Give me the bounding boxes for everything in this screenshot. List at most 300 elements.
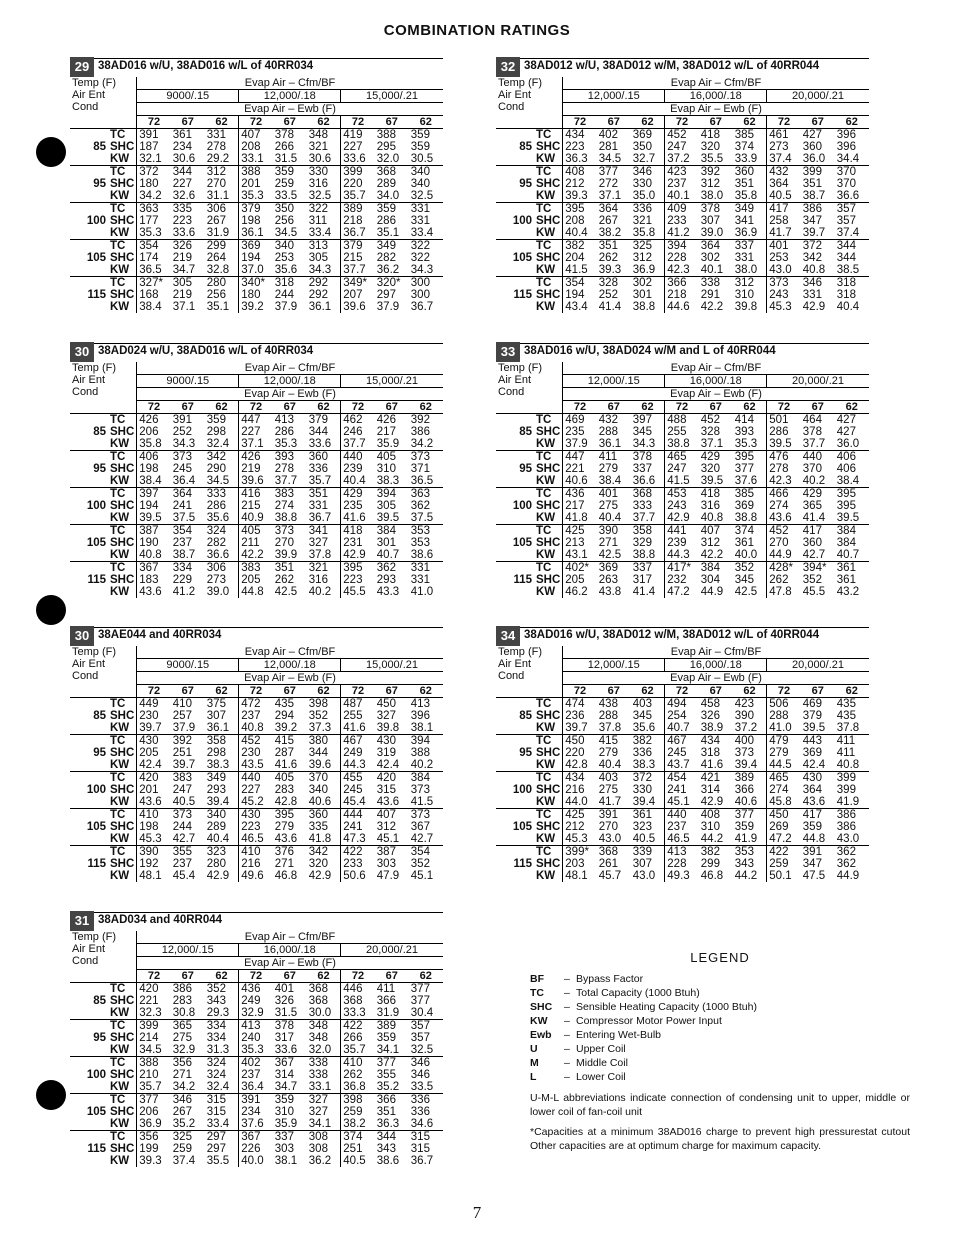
cond-header-line: Temp (F) [72, 646, 116, 658]
cell-value: 40.8 [802, 264, 826, 276]
cell-value: 367 [137, 562, 171, 575]
cell-value: 345 [734, 574, 754, 586]
table-number-badge: 34 [496, 626, 520, 646]
cell-value: 41.7 [598, 796, 622, 808]
row-label: TC [534, 772, 563, 785]
cell-value: 267 [206, 215, 226, 227]
cell-value: 40.9 [239, 512, 273, 525]
cell-value: 413 [239, 1020, 273, 1033]
cell-value: 465 [767, 772, 801, 785]
row-label: SHC [110, 858, 135, 870]
cond-temp-value: 115 [496, 277, 534, 314]
row-label: TC [108, 277, 137, 290]
cell-value: 37.1 [239, 438, 273, 451]
cell-value: 385 [733, 488, 767, 501]
row-label: KW [110, 190, 130, 202]
evap-ewb-header: Evap Air – Ewb (F) [137, 672, 443, 685]
cell-value: 212 [563, 178, 597, 190]
row-label: TC [534, 166, 563, 179]
cell-value: 396 [835, 129, 869, 142]
cfm-bf-value: 12,000/.15 [563, 659, 665, 672]
cell-value: 40.2 [308, 586, 332, 598]
cell-value: 347 [802, 215, 822, 227]
cell-value: 392 [409, 414, 443, 427]
ewb-value: 62 [835, 685, 869, 698]
cell-value: 33.1 [239, 153, 273, 166]
cell-value: 45.1 [665, 796, 699, 809]
cell-value: 45.4 [172, 870, 196, 882]
cell-value: 220 [341, 178, 375, 190]
cond-temp-value: 85 [70, 414, 108, 451]
cell-value: 36.3 [376, 1118, 400, 1130]
cell-value: 321 [632, 215, 652, 227]
table-row [70, 735, 443, 748]
cell-value: 303 [376, 858, 396, 870]
cell-value: 36.7 [410, 1155, 434, 1167]
cell-value: 262 [341, 1069, 375, 1081]
cond-header-line: Cond [72, 955, 99, 967]
table-number-badge: 30 [70, 626, 94, 646]
cell-value: 206 [137, 1106, 171, 1118]
cell-value: 399 [836, 784, 856, 796]
cell-value: 35.9 [376, 438, 400, 450]
cell-value: 331 [308, 500, 328, 512]
cell-value: 452 [239, 735, 273, 748]
cell-value: 455 [341, 772, 375, 785]
cell-value: 240 [239, 1032, 273, 1044]
cell-value: 44.9 [836, 870, 860, 882]
cell-value: 227 [172, 178, 192, 190]
cfm-bf-value: 12,000/.18 [239, 375, 341, 388]
cond-temp-value: 115 [496, 846, 534, 883]
cell-value: 241 [172, 500, 192, 512]
cell-value: 38.5 [836, 264, 860, 276]
cell-value: 288 [598, 426, 618, 438]
cell-value: 39.0 [206, 586, 230, 598]
cell-value: 40.6 [563, 475, 597, 488]
cell-value: 326 [274, 995, 294, 1007]
cell-value: 370 [307, 772, 341, 785]
cell-value: 354 [137, 240, 171, 253]
ewb-value: 72 [665, 116, 699, 129]
cell-value: 410 [137, 809, 171, 822]
table-row [70, 1081, 443, 1094]
cell-value: 344 [836, 252, 856, 264]
cell-value: 458 [699, 698, 733, 711]
ewb-value: 72 [239, 401, 273, 414]
cell-value: 501 [767, 414, 801, 427]
cell-value: 271 [598, 537, 618, 549]
cell-value: 327 [308, 1106, 328, 1118]
cell-value: 41.5 [563, 264, 597, 277]
cell-value: 41.7 [767, 227, 801, 240]
legend-title: LEGEND [690, 950, 750, 965]
cell-value: 39.5 [137, 512, 171, 525]
cell-value: 426 [239, 451, 273, 464]
cell-value: 39.2 [274, 722, 298, 734]
table-number-badge: 29 [70, 57, 94, 77]
cell-value: 434 [699, 735, 733, 748]
cell-value: 342 [205, 451, 239, 464]
cell-value: 382 [699, 846, 733, 859]
cell-value: 350 [273, 203, 307, 216]
cfm-bf-value: 15,000/.21 [341, 90, 443, 103]
cell-value: 34.1 [308, 1118, 332, 1130]
cond-temp-value: 95 [496, 735, 534, 772]
table-row [496, 500, 869, 512]
cell-value: 391 [239, 1094, 273, 1107]
cell-value: 270 [598, 821, 618, 833]
cell-value: 399 [835, 772, 869, 785]
ratings-table [496, 362, 869, 598]
cell-value: 307 [206, 710, 226, 722]
legend-abbr: M [530, 1057, 539, 1069]
legend-desc: Bypass Factor [576, 973, 644, 985]
ewb-value: 62 [205, 401, 239, 414]
cell-value: 47.2 [767, 833, 801, 846]
cell-value: 386 [410, 426, 430, 438]
cell-value: 35.7 [341, 1044, 375, 1057]
cell-value: 279 [598, 463, 618, 475]
cond-temp-value: 85 [496, 414, 534, 451]
cell-value: 32.9 [239, 1007, 273, 1020]
cfm-bf-value: 20,000/.21 [767, 90, 869, 103]
ewb-value: 62 [409, 685, 443, 698]
cell-value: 367 [239, 1131, 273, 1144]
cell-value: 422 [341, 846, 375, 859]
cell-value: 270 [767, 537, 801, 549]
cell-value: 444 [341, 809, 375, 822]
cond-temp-value: 115 [496, 562, 534, 599]
cell-value: 36.5 [137, 264, 171, 277]
cell-value: 411 [375, 983, 409, 996]
cell-value: 263 [598, 574, 618, 586]
cond-header-line: Cond [72, 670, 99, 682]
cell-value: 221 [563, 463, 597, 475]
cell-value: 41.5 [665, 475, 699, 488]
cell-value: 348 [307, 1020, 341, 1033]
cell-value: 307 [700, 215, 720, 227]
cell-value: 239 [665, 537, 699, 549]
cell-value: 390 [734, 710, 754, 722]
cell-value: 34.2 [137, 190, 171, 203]
cond-header-line: Air Ent [72, 943, 106, 955]
cell-value: 361 [835, 562, 869, 575]
cell-value: 382 [563, 240, 597, 253]
ratings-table-block [496, 343, 869, 598]
cell-value: 48.1 [137, 870, 171, 882]
cell-value: 344 [835, 240, 869, 253]
cell-value: 398 [341, 1094, 375, 1107]
cell-value: 469 [801, 698, 835, 711]
table-row [70, 301, 443, 313]
cell-value: 42.2 [700, 549, 724, 561]
row-label: TC [108, 525, 137, 538]
cell-value: 359 [409, 129, 443, 142]
table-row [70, 1143, 443, 1155]
row-label: KW [110, 1155, 130, 1167]
row-label: SHC [110, 1143, 135, 1155]
cell-value: 37.9 [376, 301, 400, 313]
cell-value: 42.2 [700, 301, 724, 313]
ratings-table [496, 646, 869, 882]
cell-value: 341 [734, 215, 754, 227]
cell-value: 231 [341, 537, 375, 549]
cell-value: 259 [274, 178, 294, 190]
cell-value: 42.3 [767, 475, 801, 488]
row-label: SHC [536, 289, 561, 301]
ratings-table [70, 931, 443, 1167]
cell-value: 41.5 [410, 796, 434, 808]
legend-desc: Lower Coil [576, 1071, 626, 1083]
cell-value: 252 [172, 426, 192, 438]
cell-value: 37.7 [632, 512, 656, 524]
cell-value: 357 [836, 215, 856, 227]
cell-value: 40.4 [598, 759, 622, 771]
ewb-value: 72 [767, 116, 801, 129]
row-label: KW [110, 1118, 130, 1130]
table-row [496, 574, 869, 586]
cell-value: 39.9 [274, 549, 298, 561]
cell-value: 401 [597, 488, 631, 501]
cell-value: 368 [375, 166, 409, 179]
table-row [70, 1044, 443, 1057]
cell-value: 274 [274, 500, 294, 512]
table-title-text: 38AD024 w/U, 38AD016 w/L of 40RR034 [98, 345, 314, 357]
cond-header-line: Temp (F) [498, 77, 542, 89]
cell-value: 301 [376, 537, 396, 549]
row-label: TC [108, 1020, 137, 1033]
cell-value: 42.4 [137, 759, 171, 772]
cond-temp-value: 95 [70, 166, 108, 203]
cell-value: 324 [205, 525, 239, 538]
table-title [496, 343, 869, 362]
cell-value: 488 [665, 414, 699, 427]
ewb-value: 72 [563, 685, 597, 698]
cell-value: 36.0 [802, 153, 826, 165]
table-row [70, 995, 443, 1007]
cell-value: 384 [836, 537, 856, 549]
ewb-value: 62 [205, 116, 239, 129]
cell-value: 334 [171, 562, 205, 575]
ewb-value: 72 [341, 970, 375, 983]
ratings-table-block [70, 912, 443, 1167]
cell-value: 474 [563, 698, 597, 711]
cell-value: 386 [801, 203, 835, 216]
cell-value: 359 [273, 1094, 307, 1107]
cond-temp-header [70, 362, 137, 414]
row-label: KW [536, 153, 556, 165]
table-row [496, 562, 869, 575]
cell-value: 393 [273, 451, 307, 464]
cell-value: 369 [802, 747, 822, 759]
cfm-bf-value: 9000/.15 [137, 375, 239, 388]
cell-value: 36.5 [410, 475, 434, 487]
cell-value: 36.6 [206, 549, 230, 561]
row-label: TC [108, 809, 137, 822]
cell-value: 180 [137, 178, 171, 190]
cell-value: 461 [767, 129, 801, 142]
cell-value: 334 [206, 1032, 226, 1044]
cell-value: 45.7 [598, 870, 622, 882]
row-label: KW [110, 796, 130, 808]
table-row [70, 488, 443, 501]
cell-value: 373 [171, 809, 205, 822]
cell-value: 42.9 [665, 512, 699, 525]
cell-value: 37.4 [767, 153, 801, 166]
cell-value: 359 [375, 203, 409, 216]
cell-value: 373 [273, 525, 307, 538]
cell-value: 450 [767, 809, 801, 822]
row-label: KW [536, 475, 556, 487]
ewb-value: 67 [375, 401, 409, 414]
cell-value: 337 [631, 562, 665, 575]
cell-value: 220 [563, 747, 597, 759]
table-row [496, 710, 869, 722]
table-row [70, 1094, 443, 1107]
row-label: KW [536, 190, 556, 202]
cell-value: 327 [376, 710, 396, 722]
cell-value: 259 [341, 1106, 375, 1118]
cell-value: 45.1 [376, 833, 400, 845]
cell-value: 305 [171, 277, 205, 290]
cell-value: 429 [699, 451, 733, 464]
legend-note-uml: U-M-L abbreviations indicate connection of condensing unit to upper, middle or lower coil of fan-coil unit [530, 1092, 910, 1118]
table-row [70, 549, 443, 562]
cell-value: 328 [700, 426, 720, 438]
table-row [70, 1007, 443, 1020]
cell-value: 237 [239, 710, 273, 722]
table-row [496, 190, 869, 203]
cell-value: 344 [308, 747, 328, 759]
legend-dash: – [564, 1043, 570, 1055]
cell-value: 363 [409, 488, 443, 501]
cell-value: 37.6 [734, 475, 758, 487]
cell-value: 430 [801, 772, 835, 785]
cell-value: 400 [733, 735, 767, 748]
evap-ewb-header: Evap Air – Ewb (F) [137, 957, 443, 970]
cell-value: 435 [836, 710, 856, 722]
cell-value: 33.4 [410, 227, 434, 239]
cell-value: 42.9 [700, 796, 724, 808]
row-label: KW [110, 759, 130, 771]
cell-value: 36.6 [836, 190, 860, 202]
cell-value: 244 [172, 821, 192, 833]
cond-header-line: Air Ent [498, 374, 532, 386]
cell-value: 43.2 [836, 586, 860, 598]
cell-value: 426 [137, 414, 171, 427]
cell-value: 288 [598, 710, 618, 722]
table-row [70, 574, 443, 586]
table-row [496, 821, 869, 833]
ewb-value: 67 [699, 116, 733, 129]
cell-value: 366 [376, 995, 396, 1007]
table-row [496, 451, 869, 464]
ewb-value: 67 [375, 116, 409, 129]
cell-value: 346 [801, 277, 835, 290]
cell-value: 38.2 [598, 227, 622, 239]
cell-value: 403 [631, 698, 665, 711]
cell-value: 247 [665, 463, 699, 475]
ewb-value: 67 [273, 116, 307, 129]
cell-value: 279 [274, 821, 294, 833]
cell-value: 216 [563, 784, 597, 796]
row-label: TC [108, 129, 137, 142]
table-row [496, 277, 869, 290]
cell-value: 407 [375, 809, 409, 822]
cell-value: 320 [700, 463, 720, 475]
cell-value: 201 [239, 178, 273, 190]
evap-cfm-header: Evap Air – Cfm/BF [137, 362, 443, 375]
cell-value: 38.8 [665, 438, 699, 451]
cell-value: 235 [563, 426, 597, 438]
cell-value: 35.6 [274, 264, 298, 276]
cell-value: 255 [341, 710, 375, 722]
cell-value: 38.4 [598, 475, 622, 487]
cell-value: 40.8 [836, 759, 860, 771]
cell-value: 415 [273, 735, 307, 748]
cell-value: 370 [836, 178, 856, 190]
ewb-value: 67 [699, 401, 733, 414]
cell-value: 35.2 [172, 1118, 196, 1130]
table-row [70, 796, 443, 809]
cell-value: 211 [239, 537, 273, 549]
row-label: TC [534, 488, 563, 501]
cond-temp-value: 115 [70, 846, 108, 883]
cell-value: 312 [700, 537, 720, 549]
cell-value: 368 [631, 488, 665, 501]
cell-value: 363 [137, 203, 171, 216]
cell-value: 369 [734, 500, 754, 512]
cell-value: 286 [376, 215, 396, 227]
table-row [70, 289, 443, 301]
cell-value: 279 [767, 747, 801, 759]
cell-value: 318 [273, 277, 307, 290]
cell-value: 40.4 [598, 512, 622, 524]
table-title-text: 38AD016 w/U, 38AD016 w/L of 40RR034 [98, 60, 314, 72]
cell-value: 183 [137, 574, 171, 586]
cell-value: 32.1 [137, 153, 171, 166]
row-label: SHC [536, 500, 561, 512]
cell-value: 205 [563, 574, 597, 586]
row-label: KW [110, 722, 130, 734]
cell-value: 36.4 [239, 1081, 273, 1094]
cell-value: 36.9 [734, 227, 758, 239]
cell-value: 464 [801, 414, 835, 427]
cell-value: 352 [308, 710, 328, 722]
cell-value: 340 [409, 166, 443, 179]
cell-value: 382 [631, 735, 665, 748]
cell-value: 430 [239, 809, 273, 822]
cell-value: 344 [171, 166, 205, 179]
cell-value: 33.4 [206, 1118, 230, 1130]
cond-temp-value: 105 [496, 809, 534, 846]
cell-value: 391 [137, 129, 171, 142]
cell-value: 223 [563, 141, 597, 153]
cell-value: 321 [308, 141, 328, 153]
cond-header-line: Air Ent [72, 89, 106, 101]
table-row [496, 722, 869, 735]
cell-value: 368 [597, 846, 631, 859]
cell-value: 427 [801, 129, 835, 142]
cell-value: 297 [206, 1143, 226, 1155]
cell-value: 39.5 [767, 438, 801, 451]
ewb-value: 62 [205, 970, 239, 983]
cell-value: 358 [205, 735, 239, 748]
cell-value: 44.3 [665, 549, 699, 562]
cell-value: 31.9 [376, 1007, 400, 1019]
table-row [70, 426, 443, 438]
